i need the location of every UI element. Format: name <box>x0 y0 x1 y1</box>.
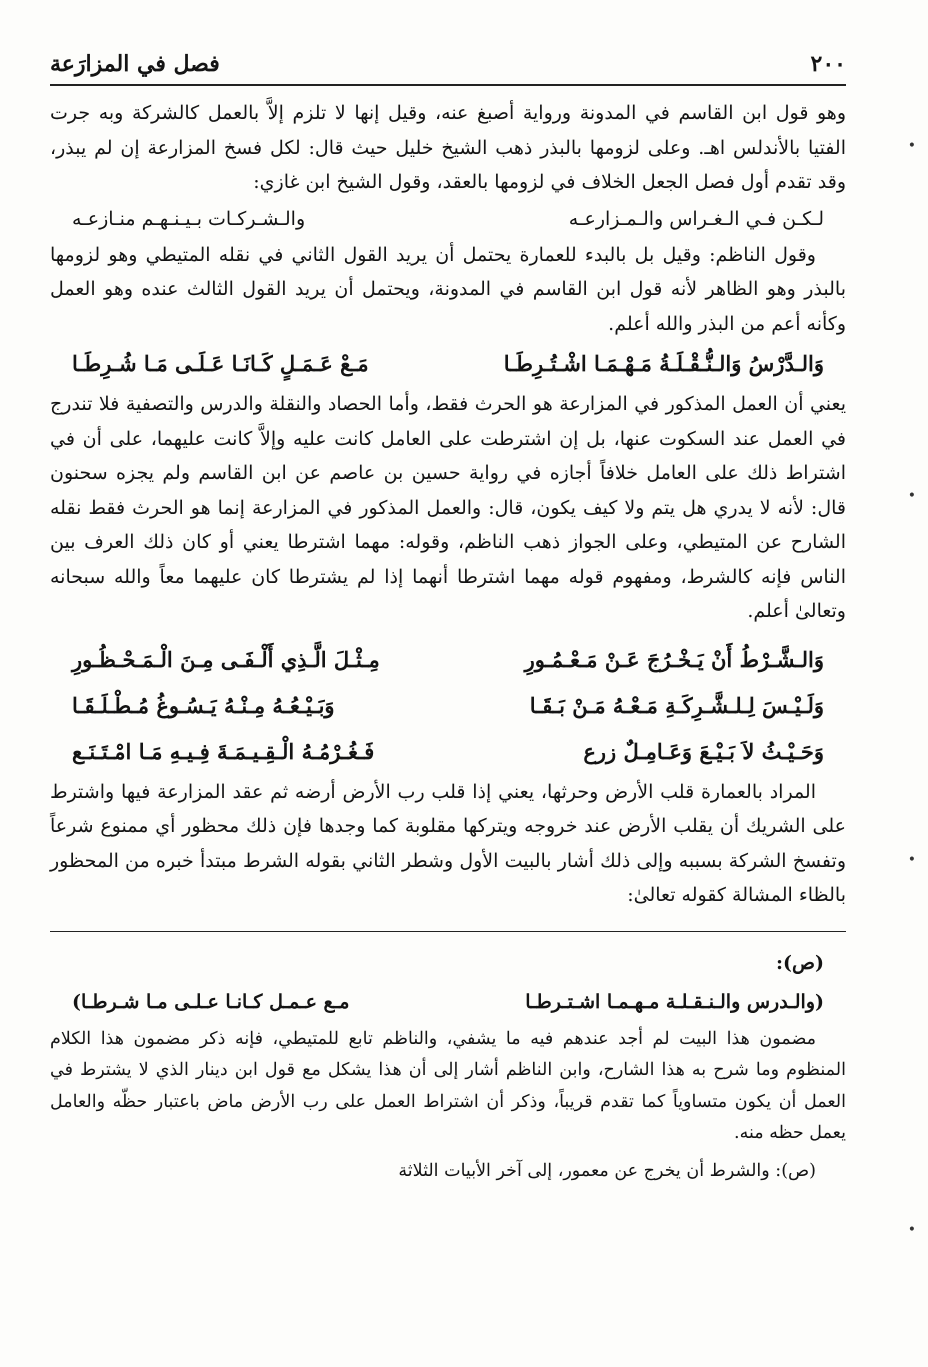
margin-mark: • <box>907 488 916 504</box>
paragraph-1: وهو قول ابن القاسم في المدونة ورواية أصبغ عنه، وقيل إنها لا تلزم إلاَّ بالعمل كالشركة وبه جرت الفتيا بالأندلس اهـ. وعلى لزومها بالبذر ذهب الشيخ خليل حيث قال: لكل فسخ المزارعة إن لم يبذر، وقد تقدم أول فصل الجعل الخلاف في لزومها بالعقد، وقول الشيخ ابن غازي: <box>50 102 846 193</box>
verse-hemistich-right: وَحَـيْـثُ لاَ بَـيْـعَ وَعَـامِـلٌ زرع <box>583 738 824 764</box>
chapter-title: فصل في المزارَعة <box>50 51 220 77</box>
margin-mark: • <box>907 138 916 154</box>
verse-hemistich-right: وَالـشَّـرْطُ أَنْ يَـخْـرُجَ عَـنْ مَـعْـمُـورِ <box>524 646 824 672</box>
verse-hemistich-right: لـكـن فـي الـغـراس والـمـزارعـه <box>568 207 824 230</box>
commentary-paragraph-1: مضمون هذا البيت لم أجد عندهم فيه ما يشفي، والناظم تابع للمتيطي، فإنه ذكر مضمون هذا الكلام المنظوم وما شرح به هذا الشارح، وابن الناظم أشار إلى أن هذا يشكل مع قول ابن دينار الذي لا يشترط في العمل أن يكون متساوياً كما تقدم قريباً، وذكر أن اشتراط العمل على رب الأرض ماض باعتبار حظّه والعامل يعمل حظه منه. <box>50 1028 846 1143</box>
verse-hemistich-left: مـع عـمـل كـانـا عـلـى مـا شـرطـا) <box>72 990 350 1013</box>
verse-daras <box>50 341 846 387</box>
verse-shart-2 <box>50 683 846 729</box>
verse-hemistich-left: وَبَـيْـعُـهُ مِـنْـهُ يَـسُـوغُ مُـطْـلَـقَـا <box>72 692 335 718</box>
commentary-label: (ص): <box>776 951 824 974</box>
paragraph-3: يعني أن العمل المذكور في المزارعة هو الحرث فقط، وأما الحصاد والنقلة والدرس والتصفية فلا تندرج في العمل عند السكوت عنها، بل إن اشترطت على العامل كانت عليه وإلاَّ كانت عليهما، على أن في اشتراط ذلك على العامل خلافاً أجازه في رواية حسين بن عاصم عن ابن القاسم ولم يجزه سحنون قال: لأنه لا يدري هل يتم ولا كيف يكون، قال: والعمل المذكور في المزارعة إنما هو الحرث فقط نقله الشارح عن المتيطي، وعلى الجواز ذهب الناظم، وقوله: مهما اشترطا يعني أو كان ذلك العرف بين الناس فإنه كالشرط، ومفهوم قوله مهما اشترطا أنهما إذا لم يشترطا كان عليهما معاً والله سبحانه وتعالىٰ أعلم. <box>50 393 846 622</box>
verse-hemistich-left: مَـعْ عَـمَـلٍ كَـانَـا عَـلَـى مَـا شُـرِطَـا <box>72 351 369 376</box>
verse-hemistich-right: (والـدرس والـنـقـلـة مـهـمـا اشـتـرطـا <box>525 990 824 1013</box>
commentary-verse <box>50 980 846 1024</box>
verse-ibn-ghazi <box>50 200 846 238</box>
page-number: ٢٠٠ <box>810 51 846 77</box>
paragraph-2: وقول الناظم: وقيل بل بالبدء للعمارة يحتمل أن يريد القول الثاني في نقله المتيطي وهو لزومها بالبذر وهو الظاهر لأنه قول ابن القاسم في المدونة، ويحتمل أن يريد القول الثالث عنده وهو العمل وكأنه أعم من البذر والله أعلم. <box>50 243 846 335</box>
verse-hemistich-left: والـشـركـات بـيـنـهـم منـازعـه <box>72 207 306 230</box>
commentary-paragraph-2: (ص): والشرط أن يخرج عن معمور، إلى آخر الأبيات الثلاثة <box>398 1160 816 1181</box>
margin-mark: • <box>907 852 916 868</box>
verse-hemistich-right: وَالـدَّرْسُ وَالـنُّـقْـلَـةُ مَـهْـمَـا اشْـتُـرِطَـا <box>503 351 824 376</box>
verse-hemistich-left: فَـغُـرْمُـهُ الْـقِـيـمَـةَ فِـيـهِ مَـا امْـتَـنَـع <box>72 738 375 764</box>
margin-mark: • <box>907 1222 916 1238</box>
commentary-section <box>50 946 846 1188</box>
main-text <box>50 96 846 1187</box>
verse-shart-3 <box>50 729 846 775</box>
paragraph-4: المراد بالعمارة قلب الأرض وحرثها، يعني إذا قلب رب الأرض أرضه ثم عقد المزارعة فيها واشترط على الشريك أن يقلب الأرض عند خروجه ويتركها مقلوبة كما وجدها فإن ذلك محظور أي ممنوع شرعاً وتفسخ الشركة بسببه وإلى ذلك أشار بالبيت الأول وشطر الثاني بقوله الشرط مبتدأ خبره من المحظور بالظاء المشالة كقوله تعالىٰ: <box>50 780 846 906</box>
page-header <box>50 44 846 86</box>
verse-hemistich-right: وَلَـيْـسَ لِـلـشَّـرِكَـةِ مَـعْـهُ مَـنْ بَـقَـا <box>529 692 824 718</box>
verse-hemistich-left: مِـثْـلَ الَّـذِي أَلْـفَـى مِـنَ الْـمَـحْـظُـورِ <box>72 646 380 672</box>
footnote-separator <box>50 931 846 932</box>
verse-shart-1 <box>50 637 846 683</box>
